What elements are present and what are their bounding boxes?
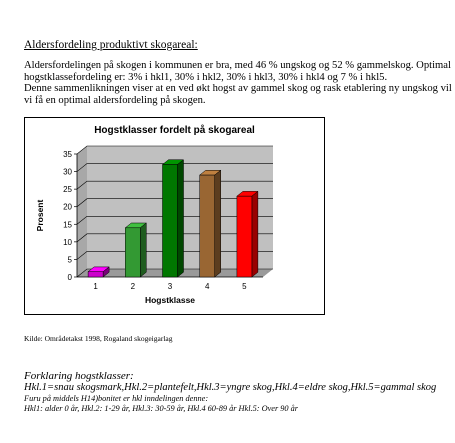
paragraph-line: Aldersfordelingen på skogen i kommunen er bra, med 46 % ungskog og 52 % gammelskog. Optimal (24, 60, 451, 71)
chart-title: Hogstklasser fordelt på skogareal (94, 125, 255, 136)
y-tick-label: 30 (63, 167, 72, 177)
explanation-classes: Hkl.1=snau skogsmark,Hkl.2=plantefelt,Hkl.3=yngre skog,Hkl.4=eldre skog,Hkl.5=gammal skog (24, 382, 437, 393)
bar (200, 175, 215, 277)
explanation-block (24, 370, 449, 414)
bar (237, 196, 252, 277)
bar-side (215, 170, 221, 277)
bar-side (252, 191, 258, 277)
y-tick-label: 35 (63, 150, 72, 159)
paragraph-line: hogstklassefordeling er: 3% i hkl1, 30% i hkl2, 30% i hkl3, 30% i hkl4 og 7 % i hkl5. (24, 71, 388, 83)
y-tick-label: 20 (63, 202, 72, 212)
bar-side (178, 160, 184, 277)
y-axis-label: Prosent (35, 199, 45, 232)
y-tick-label: 0 (67, 273, 72, 282)
paragraph-line: Denne sammenlikningen viser at en ved økt hogst av gammel skog og rask etablering ny ungskog vil (24, 83, 452, 95)
explanation-title: Forklaring hogstklasser: (24, 370, 134, 382)
bar (88, 272, 103, 277)
x-tick-label: 4 (204, 282, 210, 291)
x-tick-label: 2 (130, 282, 136, 291)
chart-side-wall (77, 146, 87, 277)
section-heading: Aldersfordeling produktivt skogareal: (24, 39, 198, 51)
x-tick-label: 3 (167, 282, 173, 291)
bar-side (140, 223, 146, 277)
bar (163, 165, 178, 277)
x-tick-label: 5 (242, 282, 247, 291)
y-tick-label: 25 (63, 185, 72, 195)
y-tick-label: 10 (63, 237, 72, 247)
y-tick-label: 15 (63, 220, 72, 230)
bar (125, 228, 140, 277)
x-axis-label: Hogstklasse (144, 295, 196, 305)
bar-chart (24, 117, 325, 315)
x-tick-label: 1 (93, 282, 98, 291)
explanation-ages: Hkl1: alder 0 år, Hkl.2: 1-29 år, Hkl.3: 30-59 år, Hkl.4 60-89 år Hkl.5: Over 90 år (24, 404, 298, 413)
explanation-note: Furu på middels H14)bonitet er hkl inndelingen denne: (24, 394, 209, 403)
source-caption: Kilde: Områdetakst 1998, Rogaland skogeigarlag (24, 334, 173, 343)
paragraph-line: vi få en optimal aldersfordeling på skogen. (24, 94, 206, 106)
chart-plot (25, 118, 326, 316)
body-paragraph (24, 60, 452, 106)
y-tick-label: 5 (67, 255, 72, 265)
